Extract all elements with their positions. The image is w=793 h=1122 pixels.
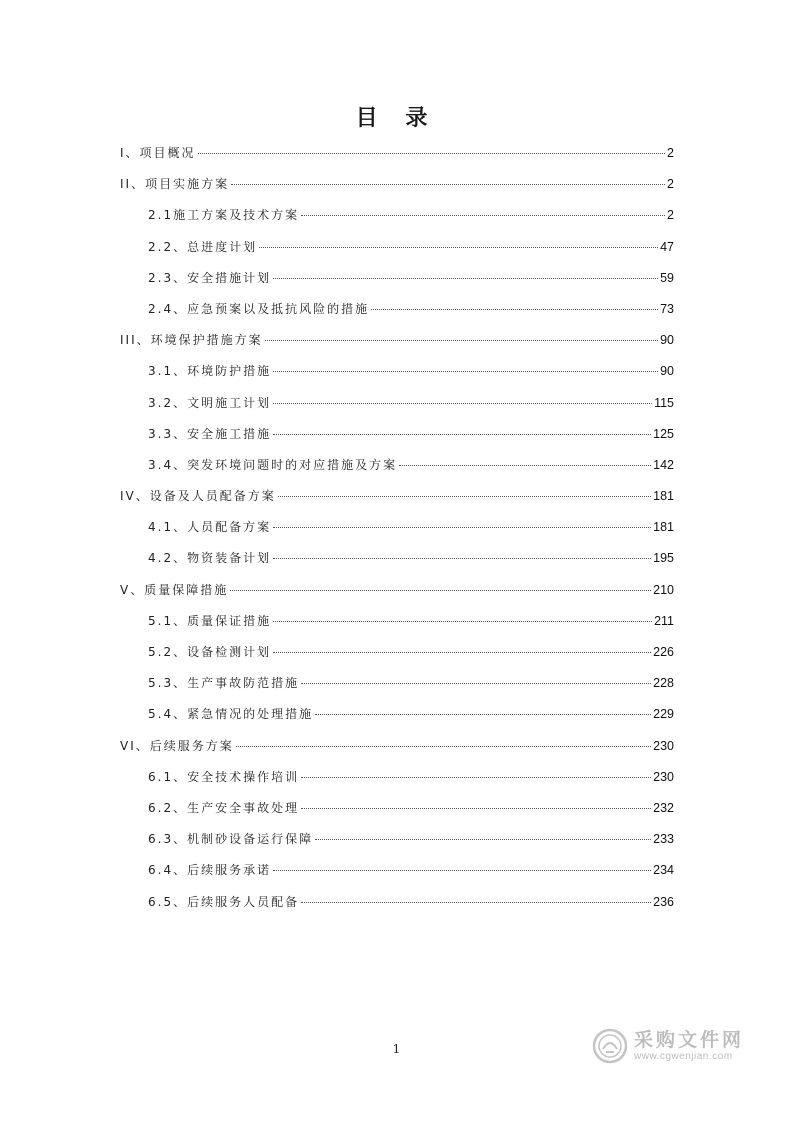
toc-entry-label: 6.2、生产安全事故处理 [148, 800, 300, 815]
toc-dot-leader [399, 465, 651, 466]
toc-entry-page: 226 [653, 645, 674, 659]
toc-entry-page: 90 [660, 333, 674, 348]
toc-dot-leader [273, 403, 652, 404]
toc-entry[interactable] [120, 767, 674, 798]
toc-dot-leader [265, 340, 658, 341]
toc-title: 目 录 [355, 105, 438, 131]
toc-entry-label: 6.3、机制砂设备运行保障 [148, 832, 314, 847]
toc-dot-leader [278, 496, 651, 497]
toc-entry-page: 230 [653, 769, 674, 784]
toc-dot-leader [273, 621, 652, 622]
toc-entry-label: 6.1、安全技术操作培训 [148, 769, 300, 784]
toc-entry[interactable] [120, 174, 674, 205]
toc-entry-page: 59 [660, 270, 674, 285]
toc-dot-leader [273, 278, 658, 279]
toc-entry-label: 3.1、环境防护措施 [148, 364, 272, 379]
toc-entry-page: 90 [660, 364, 674, 379]
toc-entry-label: IV、设备及人员配备方案 [120, 489, 276, 504]
toc-dot-leader [301, 777, 651, 778]
toc-entry[interactable] [120, 611, 674, 642]
toc-entry-page: 181 [653, 489, 674, 504]
toc-entry-label: 5.3、生产事故防范措施 [148, 676, 300, 691]
toc-entry[interactable] [120, 361, 674, 392]
watermark [592, 1028, 744, 1064]
toc-entry-label: 3.4、突发环境问题时的对应措施及方案 [148, 457, 398, 472]
toc-entry[interactable] [120, 673, 674, 704]
toc-dot-leader [273, 870, 651, 871]
toc-entry[interactable] [120, 205, 674, 236]
toc-entry[interactable] [120, 704, 674, 735]
page-number: 1 [392, 1042, 401, 1056]
toc-entry-page: 211 [654, 613, 674, 628]
toc-dot-leader [301, 902, 651, 903]
toc-dot-leader [273, 558, 651, 559]
toc-dot-leader [198, 153, 666, 154]
toc-entry-label: 5.4、紧急情况的处理措施 [148, 707, 314, 722]
toc-entry-label: III、环境保护措施方案 [120, 333, 263, 348]
toc-entry-page: 47 [660, 239, 674, 254]
toc-entry-label: 2.4、应急预案以及抵抗风险的措施 [148, 301, 370, 316]
toc-entry[interactable] [120, 642, 674, 673]
toc-entry-page: 2 [667, 177, 674, 192]
toc-entry-page: 195 [653, 551, 674, 566]
toc-entry-label: 3.2、文明施工计划 [148, 395, 272, 410]
toc-entry-label: I、项目概况 [120, 146, 196, 160]
toc-dot-leader [273, 527, 651, 528]
toc-entry-page: 229 [653, 707, 674, 722]
table-of-contents [120, 143, 674, 923]
toc-entry-page: 73 [660, 301, 674, 316]
toc-entry-label: 2.2、总进度计划 [148, 239, 258, 254]
toc-entry-page: 228 [653, 676, 674, 691]
toc-entry-page: 232 [653, 800, 674, 815]
toc-entry-page: 210 [653, 582, 674, 597]
toc-entry[interactable] [120, 798, 674, 829]
toc-entry[interactable] [120, 424, 674, 455]
toc-entry-page: 115 [654, 395, 674, 410]
toc-dot-leader [315, 839, 651, 840]
toc-entry-page: 236 [653, 894, 674, 909]
toc-dot-leader [301, 808, 651, 809]
toc-entry-label: 6.4、后续服务承诺 [148, 863, 272, 878]
toc-entry-label: 5.2、设备检测计划 [148, 645, 272, 659]
toc-entry-page: 125 [653, 426, 674, 441]
toc-entry[interactable] [120, 455, 674, 486]
toc-dot-leader [315, 714, 651, 715]
toc-entry-label: 3.3、安全施工措施 [148, 426, 272, 441]
toc-entry-label: 4.1、人员配备方案 [148, 520, 272, 535]
toc-entry[interactable] [120, 736, 674, 767]
toc-entry[interactable] [120, 580, 674, 611]
toc-entry-label: II、项目实施方案 [120, 177, 230, 192]
toc-entry[interactable] [120, 486, 674, 517]
toc-entry-page: 234 [653, 863, 674, 878]
toc-entry-page: 142 [653, 457, 674, 472]
toc-dot-leader [259, 247, 658, 248]
toc-dot-leader [301, 683, 651, 684]
toc-entry-label: 2.1施工方案及技术方案 [148, 208, 300, 223]
toc-entry[interactable] [120, 892, 674, 923]
toc-entry[interactable] [120, 237, 674, 268]
toc-entry-label: 5.1、质量保证措施 [148, 613, 272, 628]
toc-entry[interactable] [120, 548, 674, 579]
toc-entry-label: 6.5、后续服务人员配备 [148, 894, 300, 909]
toc-entry-page: 181 [653, 520, 674, 535]
watermark-logo-icon [592, 1028, 628, 1064]
toc-entry-label: 4.2、物资装备计划 [148, 551, 272, 566]
toc-entry-page: 230 [653, 738, 674, 753]
toc-entry[interactable] [120, 330, 674, 361]
watermark-url: www.cgwenjian.com [634, 1051, 733, 1062]
toc-dot-leader [371, 309, 658, 310]
toc-dot-leader [231, 184, 665, 185]
toc-entry-page: 2 [667, 146, 674, 160]
toc-entry[interactable] [120, 299, 674, 330]
toc-entry[interactable] [120, 829, 674, 860]
toc-entry-page: 233 [653, 832, 674, 847]
toc-entry-page: 2 [667, 208, 674, 223]
toc-entry[interactable] [120, 517, 674, 548]
toc-entry-label: V、质量保障措施 [120, 582, 229, 597]
toc-dot-leader [273, 652, 651, 653]
toc-entry[interactable] [120, 268, 674, 299]
toc-entry[interactable] [120, 860, 674, 891]
toc-entry[interactable] [120, 393, 674, 424]
toc-entry-label: VI、后续服务方案 [120, 738, 234, 753]
toc-dot-leader [230, 590, 651, 591]
watermark-name: 采购文件网 [634, 1029, 745, 1051]
toc-dot-leader [301, 215, 665, 216]
toc-dot-leader [236, 746, 651, 747]
toc-entry[interactable] [120, 143, 674, 174]
toc-dot-leader [273, 434, 651, 435]
toc-dot-leader [273, 371, 658, 372]
toc-entry-label: 2.3、安全措施计划 [148, 270, 272, 285]
